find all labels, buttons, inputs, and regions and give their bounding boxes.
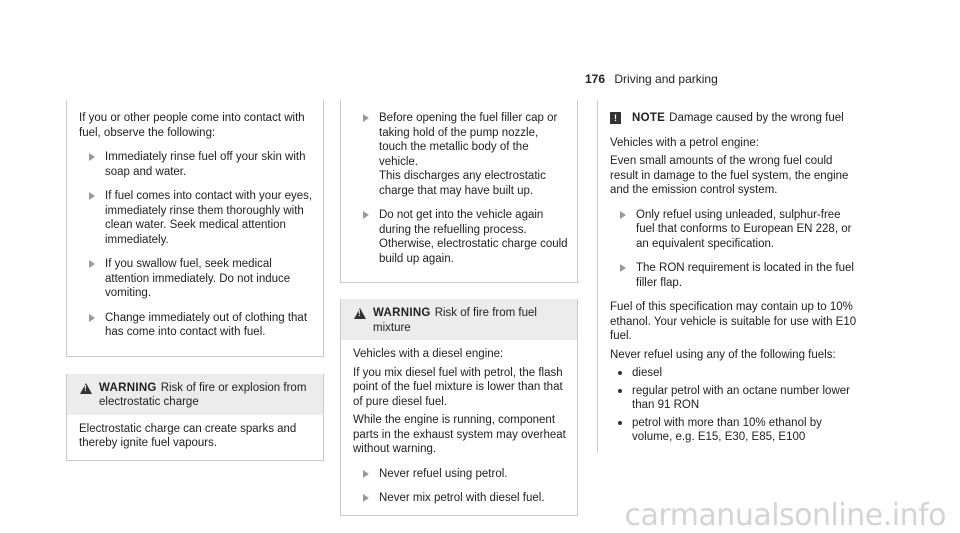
arrow-icon <box>363 114 369 122</box>
list-item: petrol with more than 10% ethanol by volume, e.g. E15, E30, E85, E100 <box>610 416 857 445</box>
exclamation-icon: ! <box>610 112 621 124</box>
warning-title: WARNING <box>373 307 431 319</box>
list-item: Never mix petrol with diesel fuel. <box>353 491 569 506</box>
note-title: NOTE <box>632 112 666 124</box>
list-item: regular petrol with an octane number lower than 91 RON <box>610 384 857 413</box>
list-item: Only refuel using unleaded, sulphur-free fuel that conforms to European EN 228, or an equivalent specification. <box>610 208 857 252</box>
arrow-icon <box>363 470 369 478</box>
column-right <box>597 100 865 453</box>
intro-text: If you or other people come into contact with fuel, observe the following: <box>79 112 305 139</box>
list-item: Never refuel using petrol. <box>353 467 569 482</box>
warning-subtitle: Risk of fire from fuel mixture <box>373 307 537 334</box>
arrow-icon <box>89 192 95 200</box>
bullet-dot-icon <box>618 371 622 375</box>
section-title: Driving and parking <box>614 72 718 86</box>
warning-fuel-mixture <box>340 299 578 516</box>
warning-body: Vehicles with a diesel engine: If you mix diesel fuel with petrol, the flash point of the fuel mixture is lower than that of pure diesel fuel. While the engine is running, component parts in the exhaust system may overheat without warning. Never refuel using petrol. Never mix petrol with diesel fuel. <box>341 340 577 515</box>
warning-triangle-icon <box>80 383 92 394</box>
list-item: Do not get into the vehicle again during the refuelling process. Otherwise, electrostatic charge could build up again. <box>353 208 569 266</box>
arrow-icon <box>620 264 626 272</box>
list-item: The RON requirement is located in the fuel filler flap. <box>610 261 857 290</box>
watermark: carmanualsonline.info <box>624 497 946 533</box>
warning-triangle-icon <box>354 308 366 319</box>
warning-title: WARNING <box>99 381 157 394</box>
arrow-icon <box>89 260 95 268</box>
list-item: Change immediately out of clothing that has come into contact with fuel. <box>79 311 315 340</box>
note-header <box>610 111 857 126</box>
note-wrong-fuel: ! NOTE Damage caused by the wrong fuel Vehicles with a petrol engine: Even small amounts of the wrong fuel could result in damage to the fuel system, the engine and the emission control system. Only refuel using unleaded, sulphur-free fuel that conforms to European EN 228, or an equivalent specification. The RON requirement is located in the fuel filler flap. Fuel of this specification may contain up to 10% ethanol. Your vehicle is suitable for use with E10 fuel. Never refuel using any of the following fuels: diesel regular petrol with an octane number lower than 91 RON petrol with more than 10% ethanol by volume, e.g. E15, E30, E85, E100 <box>597 100 865 453</box>
warning-body: Electrostatic charge can create sparks and thereby ignite fuel vapours. <box>79 422 297 449</box>
note-subtitle: Damage caused by the wrong fuel <box>669 112 844 124</box>
list-item: diesel <box>610 366 857 381</box>
arrow-icon <box>89 153 95 161</box>
bullet-dot-icon <box>618 421 622 425</box>
bullet-dot-icon <box>618 389 622 393</box>
arrow-icon <box>363 494 369 502</box>
list-item: If fuel comes into contact with your eyes, immediately rinse them thoroughly with clean water. Seek medical attention immediately. <box>79 189 315 247</box>
arrow-icon <box>620 211 626 219</box>
column-left <box>66 100 324 461</box>
warning-header <box>341 299 577 340</box>
column-middle <box>340 100 578 516</box>
page-number: 176 <box>585 72 606 86</box>
list-item: If you swallow fuel, seek medical attention immediately. Do not induce vomiting. <box>79 257 315 301</box>
fuel-contact-box <box>66 100 324 357</box>
list-item: Immediately rinse fuel off your skin with soap and water. <box>79 150 315 179</box>
warning-electrostatic <box>66 374 324 461</box>
arrow-icon <box>89 314 95 322</box>
list-item: Before opening the fuel filler cap or taking hold of the pump nozzle, touch the metallic body of the vehicle. This discharges any electrostatic charge that may have built up. <box>353 111 569 198</box>
arrow-icon <box>363 211 369 219</box>
page-header <box>585 72 718 87</box>
warning-subtitle: Risk of fire or explosion from electrostatic charge <box>99 381 307 408</box>
static-discharge-box <box>340 100 578 283</box>
warning-header <box>67 374 323 415</box>
